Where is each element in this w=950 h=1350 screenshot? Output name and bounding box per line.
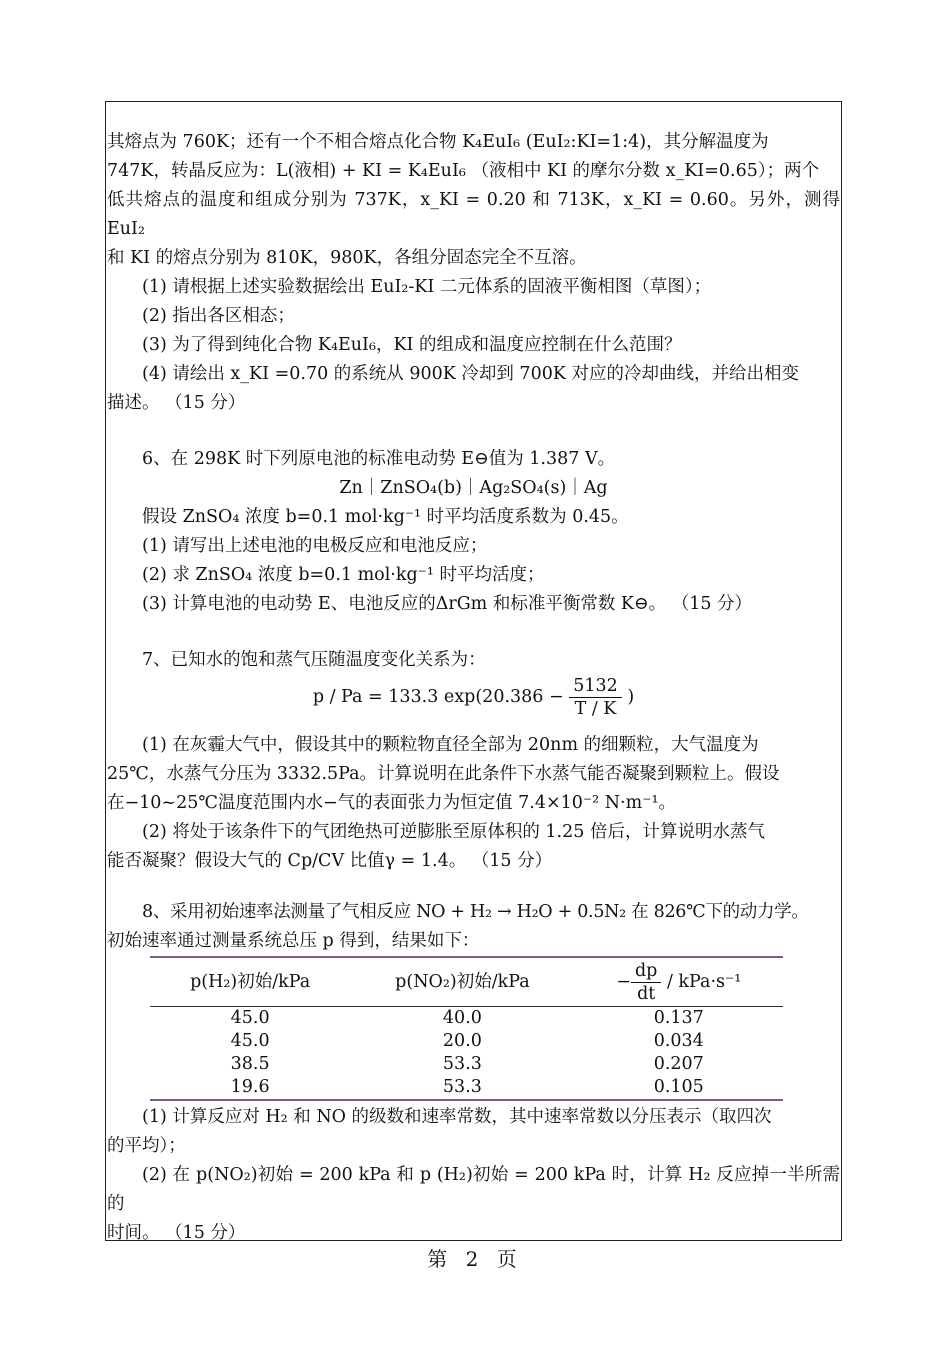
intro-line-2: 747K，转晶反应为：L(液相) + KI = K₄EuI₆ （液相中 KI 的摩尔分数 x_KI=0.65）；两个 [107,161,820,181]
q8-title-line-2: 初始速率通过测量系统总压 p 得到，结果如下： [107,931,480,951]
cell: 0.137 [575,1007,783,1031]
cell: 0.207 [653,1054,704,1074]
q8-part-2-line-1: (2) 在 p(NO₂)初始 = 200 kPa 和 p (H₂)初始 = 200 kPa 时，计算 H₂ 反应掉一半所需的 [107,1165,840,1214]
rate-data-table [150,956,783,1103]
cell: 19.6 [230,1077,270,1097]
q8-part-2-line-2: 时间。 （15 分） [107,1223,246,1243]
formula-right: ) [627,687,635,707]
cell: 0.034 [653,1031,704,1051]
cell: 45.0 [230,1031,270,1051]
q7-title: 7、已知水的饱和蒸气压随温度变化关系为： [142,650,486,670]
q6-assumption: 假设 ZnSO₄ 浓度 b=0.1 mol·kg⁻¹ 时平均活度系数为 0.45。 [142,507,629,527]
header-p-no2: p(NO₂)初始/kPa [350,957,574,1007]
table-row [150,1030,783,1053]
q8-part-1-line-1: (1) 计算反应对 H₂ 和 NO 的级数和速率常数，其中速率常数以分压表示（取四次 [142,1107,772,1127]
intro-line-1: 其熔点为 760K；还有一个不相合熔点化合物 K₄EuI₆ (EuI₂:KI=1:4)，其分解温度为 [107,132,769,152]
intro-line-4: 和 KI 的熔点分别为 810K，980K，各组分固态完全不互溶。 [107,248,587,268]
rate-numerator: dp [631,960,661,983]
table-row [150,1053,783,1076]
table-header-row [150,957,783,1007]
formula-left: p / Pa = 133.3 exp(20.386 − [312,687,564,707]
rate-fraction [631,960,661,1005]
cell: 0.105 [653,1077,704,1097]
q5-part-1: (1) 请根据上述实验数据绘出 EuI₂-KI 二元体系的固液平衡相图（草图）； [142,277,712,297]
q5-part-3: (3) 为了得到纯化合物 K₄EuI₆，KI 的组成和温度应控制在什么范围？ [142,335,682,355]
table-row [150,1076,783,1100]
header-p-h2: p(H₂)初始/kPa [150,957,350,1007]
cell: 45.0 [150,1007,350,1031]
cell: 53.3 [442,1077,482,1097]
q5-part-4-cont: 描述。 （15 分） [107,393,246,413]
q5-part-2: (2) 指出各区相态； [142,306,295,326]
exam-content [107,128,840,1248]
rate-denominator: dt [637,983,656,1004]
q6-cell-notation: Zn｜ZnSO₄(b)｜Ag₂SO₄(s)｜Ag [339,478,608,498]
q8-part-1-line-2: 的平均）； [107,1136,186,1156]
q6-part-2: (2) 求 ZnSO₄ 浓度 b=0.1 mol·kg⁻¹ 时平均活度； [142,565,545,585]
intro-line-3: 低共熔点的温度和组成分别为 737K，x_KI = 0.20 和 713K，x_KI = 0.60。另外，测得 EuI₂ [107,190,840,239]
q7-part-1-line-3: 在−10~25℃温度范围内水−气的表面张力为恒定值 7.4×10⁻² N·m⁻¹。 [107,793,676,813]
q7-part-2-line-2: 能否凝聚？假设大气的 Cp/CV 比值γ = 1.4。 （15 分） [107,851,553,871]
cell: 40.0 [350,1007,574,1031]
q6-part-1: (1) 请写出上述电池的电极反应和电池反应； [142,536,488,556]
cell: 20.0 [442,1031,482,1051]
formula-fraction [569,675,622,720]
q7-part-2-line-1: (2) 将处于该条件下的气团绝热可逆膨胀至原体积的 1.25 倍后，计算说明水蒸气 [142,822,765,842]
cell: 53.3 [442,1054,482,1074]
q6-part-3: (3) 计算电池的电动势 E、电池反应的ΔrGm 和标准平衡常数 K⊖。 （15 分） [142,594,753,614]
table-row [150,1007,783,1031]
formula-numerator: 5132 [569,675,622,698]
header-rate: − $\frac{dp}{dt}$ / kPa·s⁻¹ [575,957,783,1007]
q5-part-4: (4) 请绘出 x_KI =0.70 的系统从 900K 冷却到 700K 对应的冷却曲线，并给出相变 [142,364,799,384]
vapor-pressure-formula [107,675,840,731]
q7-part-1-line-2: 25℃，水蒸气分压为 3332.5Pa。计算说明在此条件下水蒸气能否凝聚到颗粒上。假设 [107,764,780,784]
formula-denominator: T / K [574,699,617,719]
rate-unit: / kPa·s⁻¹ [666,971,742,992]
cell: 38.5 [230,1054,270,1074]
page-number: 第 2 页 [427,1247,523,1271]
q8-title-line-1: 8、采用初始速率法测量了气相反应 NO + H₂ → H₂O + 0.5N₂ 在 826℃下的动力学。 [142,902,809,922]
q7-part-1-line-1: (1) 在灰霾大气中，假设其中的颗粒物直径全部为 20nm 的细颗粒，大气温度为 [142,735,759,755]
q6-title: 6、在 298K 时下列原电池的标准电动势 E⊖值为 1.387 V。 [142,449,616,469]
